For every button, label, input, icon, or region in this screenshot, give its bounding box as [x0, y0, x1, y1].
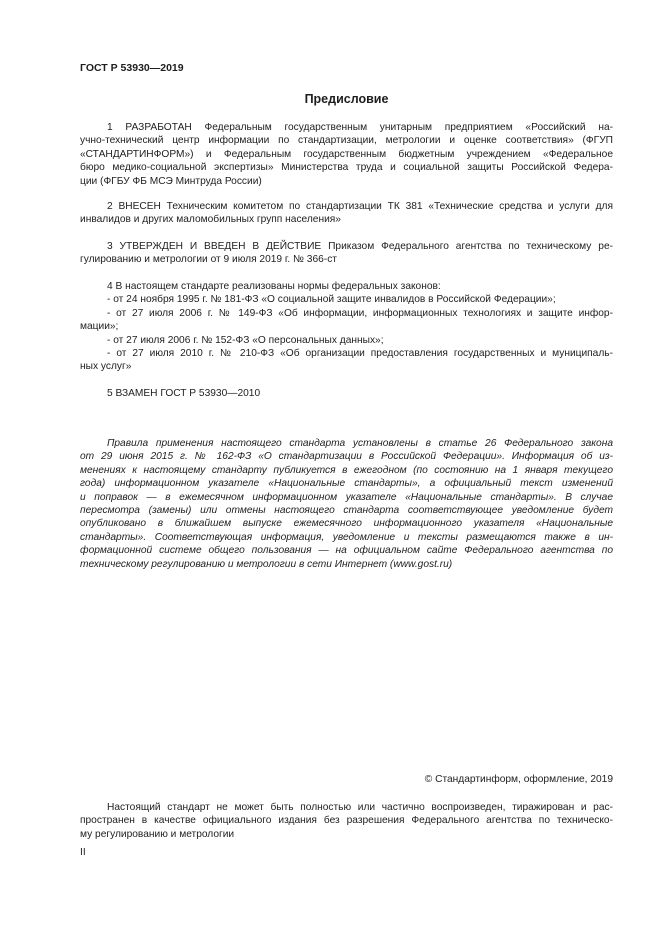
text-line: менениях к настоящему стандарту публикуется в ежегодном (по состоянию на 1 января текущего: [80, 464, 613, 476]
text-line: формационной системе общего пользования — на официальном сайте Федерального агентства по: [80, 545, 613, 557]
text-line: 4 В настоящем стандарте реализованы нормы федеральных законов:: [107, 281, 441, 292]
preface-item-1: [80, 121, 613, 188]
text-line: му регулированию и метрологии: [80, 828, 235, 840]
text-line: учно-технический центр информации по стандартизации, метрологии и оценке соответствия» (ФГУП: [80, 135, 613, 147]
text-line: ных услуг»: [80, 361, 132, 373]
law-list-item: - от 27 июля 2010 г. № 210-ФЗ «Об организации предоставления государственных и муниципаль-: [107, 348, 613, 360]
text-line: Настоящий стандарт не может быть полностью или частично воспроизведен, тиражирован и рас-: [107, 802, 613, 813]
text-line: пространен в качестве официального издания без разрешения Федерального агентства по техническо-: [80, 815, 613, 827]
text-line: Правила применения настоящего стандарта установлены в статье 26 Федерального закона: [107, 438, 613, 449]
preface-item-4: [80, 280, 613, 374]
preface-item-5: [80, 387, 613, 400]
standard-code: ГОСТ Р 53930—2019: [80, 62, 184, 74]
text-line: года) информационном указателе «Национальные стандарты», а официальный текст изменений: [80, 478, 613, 490]
text-line: от 29 июня 2015 г. № 162-ФЗ «О стандартизации в Российской Федерации». Информация об из-: [80, 451, 613, 463]
text-line: ции (ФГБУ ФБ МСЭ Минтруда России): [80, 175, 262, 187]
text-line: бюро медико-социальной экспертизы» Министерства труда и социальной защиты Российской Федера-: [80, 162, 613, 174]
text-line: и поправок — в ежемесячном информационном указателе «Национальные стандарты». В случае: [80, 491, 613, 503]
text-line: техническому регулированию и метрологии в сети Интернет (www.gost.ru): [80, 558, 453, 570]
text-line: 2 ВНЕСЕН Техническим комитетом по стандартизации ТК 381 «Технические средства и услуги для: [107, 201, 613, 212]
text-line: гулированию и метрологии от 9 июля 2019 г. № 366-ст: [80, 254, 337, 266]
text-line: пересмотра (замены) или отмены настоящего стандарта соответствующее уведомление будет: [80, 505, 613, 517]
text-line: 1 РАЗРАБОТАН Федеральным государственным унитарным предприятием «Российский на-: [107, 122, 613, 133]
law-list-item: - от 27 июля 2006 г. № 152-ФЗ «О персональных данных»;: [107, 334, 384, 346]
text-line: инвалидов и других маломобильных групп населения»: [80, 214, 341, 226]
page-number: II: [80, 847, 86, 858]
reproduction-notice: [80, 801, 613, 841]
text-line: 3 УТВЕРЖДЕН И ВВЕДЕН В ДЕЙСТВИЕ Приказом Федерального агентства по техническому ре-: [107, 241, 613, 252]
text-line: мации»;: [80, 321, 119, 333]
preface-item-3: [80, 240, 613, 267]
text-line: «СТАНДАРТИНФОРМ») и Федеральным государственным бюджетным учреждением «Федеральное: [80, 148, 613, 160]
preface-title: Предисловие: [304, 92, 389, 106]
law-list-item: - от 24 ноября 1995 г. № 181-ФЗ «О социальной защите инвалидов в Российской Федерации»;: [107, 294, 556, 306]
text-line: 5 ВЗАМЕН ГОСТ Р 53930—2010: [107, 388, 261, 399]
rules-notice: [80, 437, 613, 571]
text-line: стандарты». Соответствующая информация, уведомление и тексты размещаются также в ин-: [80, 531, 613, 543]
copyright-notice: © Стандартинформ, оформление, 2019: [424, 774, 613, 785]
law-list-item: - от 27 июля 2006 г. № 149-ФЗ «Об информации, информационных технологиях и защите инфор-: [107, 307, 613, 319]
text-line: опубликовано в ближайшем выпуске ежемесячного информационного указателя «Национальные: [80, 518, 613, 530]
preface-item-2: [80, 200, 613, 227]
